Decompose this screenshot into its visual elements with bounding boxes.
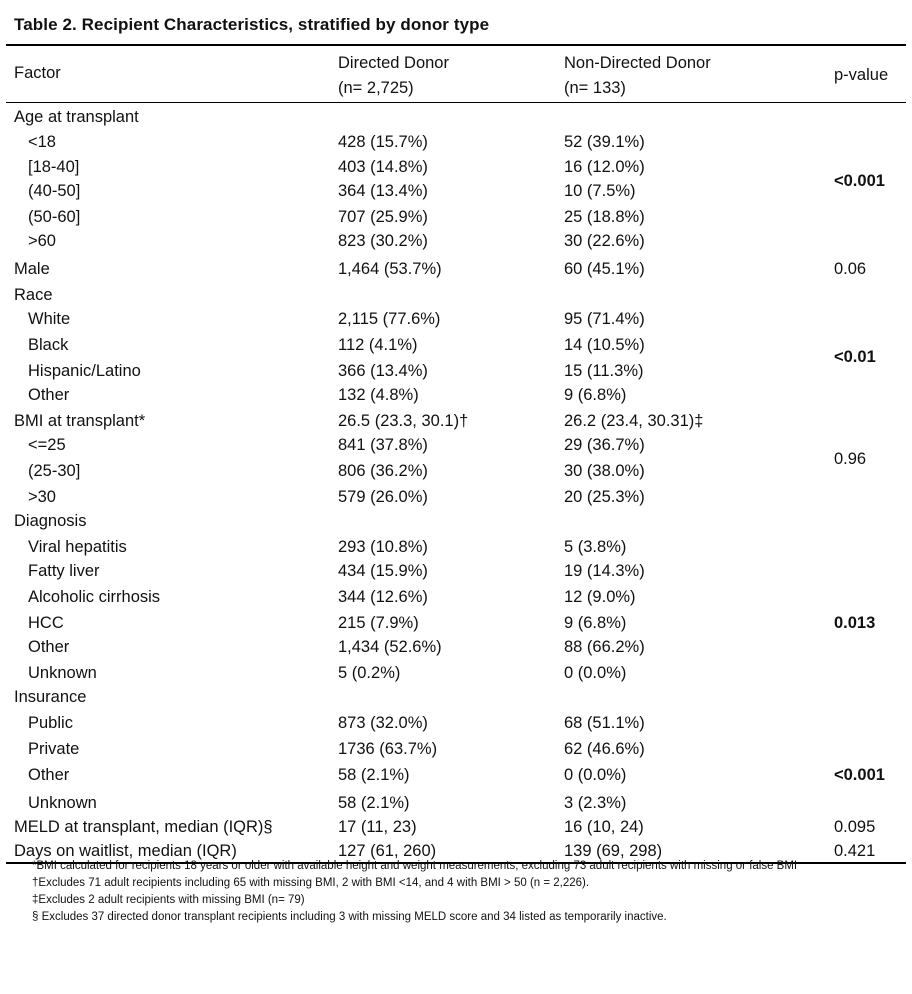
p-value: <0.01 [834, 348, 876, 366]
header-p-value: p-value [834, 66, 889, 84]
row-non-directed-value: 16 (12.0%) [564, 158, 645, 176]
row-non-directed-value: 10 (7.5%) [564, 182, 636, 200]
header-non-directed-donor: Non-Directed Donor [564, 54, 711, 72]
row-non-directed-value: 60 (45.1%) [564, 260, 645, 278]
p-value: <0.001 [834, 172, 885, 190]
row-non-directed-value: 12 (9.0%) [564, 588, 636, 606]
row-factor: White [28, 310, 71, 328]
row-non-directed-value: 19 (14.3%) [564, 562, 645, 580]
row-factor: Black [28, 336, 69, 354]
row-factor: BMI at transplant* [14, 412, 146, 430]
row-factor: <=25 [28, 436, 66, 454]
row-directed-value: 873 (32.0%) [338, 714, 428, 732]
row-non-directed-value: 29 (36.7%) [564, 436, 645, 454]
row-directed-value: 112 (4.1%) [338, 336, 418, 354]
p-value: 0.095 [834, 818, 876, 836]
row-factor: Diagnosis [14, 512, 87, 530]
row-non-directed-value: 20 (25.3%) [564, 488, 645, 506]
row-factor: Unknown [28, 664, 97, 682]
row-factor: Hispanic/Latino [28, 362, 141, 380]
row-directed-value: 806 (36.2%) [338, 462, 428, 480]
row-directed-value: 823 (30.2%) [338, 232, 428, 250]
header-factor: Factor [14, 64, 61, 82]
row-non-directed-value: 16 (10, 24) [564, 818, 644, 836]
row-directed-value: 132 (4.8%) [338, 386, 419, 404]
header-directed-donor-n: (n= 2,725) [338, 79, 414, 97]
row-directed-value: 1736 (63.7%) [338, 740, 438, 758]
row-factor: >60 [28, 232, 56, 250]
row-non-directed-value: 25 (18.8%) [564, 208, 645, 226]
row-non-directed-value: 26.2 (23.4, 30.31)‡ [564, 412, 704, 430]
row-directed-value: 17 (11, 23) [338, 818, 417, 836]
row-directed-value: 403 (14.8%) [338, 158, 428, 176]
p-value: 0.013 [834, 614, 876, 632]
p-value: 0.06 [834, 260, 867, 278]
p-value: 0.421 [834, 842, 876, 860]
row-factor: Viral hepatitis [28, 538, 127, 556]
row-directed-value: 364 (13.4%) [338, 182, 428, 200]
row-factor: (25-30] [28, 462, 81, 480]
row-directed-value: 344 (12.6%) [338, 588, 428, 606]
row-factor: Male [14, 260, 50, 278]
row-factor: HCC [28, 614, 64, 632]
p-value: <0.001 [834, 766, 885, 784]
row-non-directed-value: 139 (69, 298) [564, 842, 663, 860]
row-factor: Days on waitlist, median (IQR) [14, 842, 237, 860]
footnote-dagger: †Excludes 71 adult recipients including 65 with missing BMI, 2 with BMI <14, and 4 with BMI > 50 (n = 2,226). [32, 877, 590, 889]
row-factor: >30 [28, 488, 56, 506]
row-factor: Unknown [28, 794, 97, 812]
row-non-directed-value: 95 (71.4%) [564, 310, 645, 328]
row-factor: Age at transplant [14, 108, 139, 126]
row-directed-value: 707 (25.9%) [338, 208, 428, 226]
row-factor: Race [14, 286, 53, 304]
row-factor: MELD at transplant, median (IQR)§ [14, 818, 273, 836]
p-value: 0.96 [834, 450, 867, 468]
row-directed-value: 2,115 (77.6%) [338, 310, 441, 328]
row-directed-value: 26.5 (23.3, 30.1)† [338, 412, 469, 430]
row-non-directed-value: 9 (6.8%) [564, 386, 627, 404]
row-non-directed-value: 62 (46.6%) [564, 740, 645, 758]
footnote-bmi: *BMI calculated for recipients 18 years or older with available height and weight measurements; excluding 73 adult recipients with missing or false BMI [32, 860, 798, 872]
header-non-directed-donor-n: (n= 133) [564, 79, 626, 97]
row-factor: Alcoholic cirrhosis [28, 588, 161, 606]
row-factor: Insurance [14, 688, 87, 706]
row-non-directed-value: 3 (2.3%) [564, 794, 627, 812]
row-non-directed-value: 0 (0.0%) [564, 766, 627, 784]
row-factor: [18-40] [28, 158, 80, 176]
row-factor: Private [28, 740, 80, 758]
row-non-directed-value: 68 (51.1%) [564, 714, 645, 732]
table-title: Table 2. Recipient Characteristics, stratified by donor type [14, 15, 490, 34]
row-directed-value: 579 (26.0%) [338, 488, 428, 506]
row-directed-value: 293 (10.8%) [338, 538, 428, 556]
row-directed-value: 127 (61, 260) [338, 842, 437, 860]
row-directed-value: 1,464 (53.7%) [338, 260, 442, 278]
row-factor: Fatty liver [28, 562, 100, 580]
row-non-directed-value: 88 (66.2%) [564, 638, 645, 656]
row-directed-value: 5 (0.2%) [338, 664, 401, 682]
row-factor: <18 [28, 133, 56, 151]
row-factor: (50-60] [28, 208, 81, 226]
row-non-directed-value: 0 (0.0%) [564, 664, 627, 682]
row-non-directed-value: 14 (10.5%) [564, 336, 645, 354]
footnote-section: § Excludes 37 directed donor transplant recipients including 3 with missing MELD score and 34 listed as temporarily inactive. [32, 911, 667, 923]
row-factor: Other [28, 638, 70, 656]
row-directed-value: 841 (37.8%) [338, 436, 428, 454]
row-directed-value: 1,434 (52.6%) [338, 638, 442, 656]
row-non-directed-value: 30 (22.6%) [564, 232, 645, 250]
header-divider [6, 102, 906, 103]
row-factor: Other [28, 386, 70, 404]
row-directed-value: 428 (15.7%) [338, 133, 428, 151]
row-factor: (40-50] [28, 182, 81, 200]
row-directed-value: 434 (15.9%) [338, 562, 428, 580]
row-directed-value: 366 (13.4%) [338, 362, 428, 380]
row-non-directed-value: 9 (6.8%) [564, 614, 627, 632]
footnote-double-dagger: ‡Excludes 2 adult recipients with missing BMI (n= 79) [32, 894, 305, 906]
row-factor: Other [28, 766, 70, 784]
row-non-directed-value: 15 (11.3%) [564, 362, 644, 380]
header-directed-donor: Directed Donor [338, 54, 449, 72]
row-non-directed-value: 30 (38.0%) [564, 462, 645, 480]
row-directed-value: 58 (2.1%) [338, 794, 410, 812]
row-factor: Public [28, 714, 73, 732]
row-directed-value: 58 (2.1%) [338, 766, 410, 784]
row-non-directed-value: 52 (39.1%) [564, 133, 645, 151]
row-non-directed-value: 5 (3.8%) [564, 538, 627, 556]
row-directed-value: 215 (7.9%) [338, 614, 419, 632]
data-table [6, 44, 906, 864]
footnotes [32, 858, 872, 926]
